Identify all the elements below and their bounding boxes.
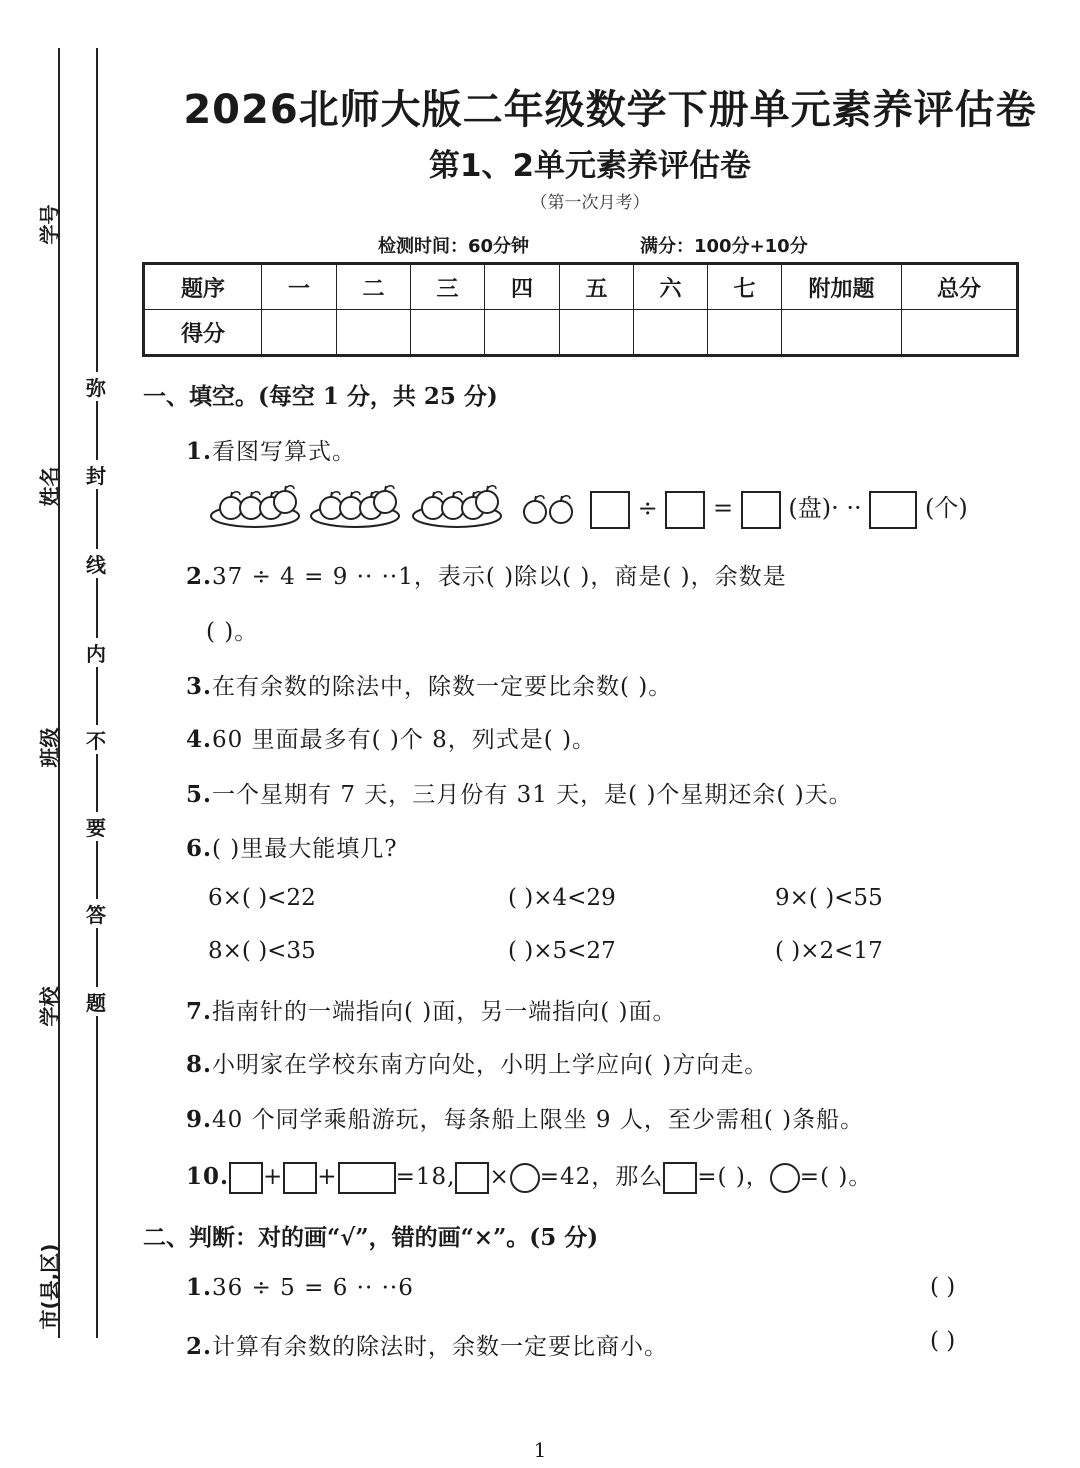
score-cell[interactable] [634,310,708,356]
unit-plate: (盘)· [788,494,839,522]
question-text: 小明家在学校东南方向处，小明上学应向( )方向走。 [212,1052,769,1078]
question-number: 2. [186,1333,213,1360]
seal-char: 内 [84,638,108,667]
score-row-label: 得分 [144,310,262,356]
inequality-item: 6×( )<22 [208,885,316,911]
score-header-cell: 四 [485,264,560,310]
seal-char: 线 [84,549,108,578]
score-header-cell: 一 [262,264,337,310]
score-cell[interactable] [485,310,560,356]
side-label-class: 班级 [37,727,62,768]
loose-apples-icon [524,496,572,523]
question-number: 5. [186,781,213,808]
question-number: 10. [186,1163,230,1190]
inequality-item: ( )×2<17 [775,938,883,964]
section-1-heading: 一、填空。(每空 1 分，共 25 分) [143,383,498,410]
plus-sign: + [263,1164,284,1190]
question-text: 在有余数的除法中，除数一定要比余数( )。 [212,674,673,700]
question-1-2 [186,558,787,591]
question-number: 3. [186,673,213,700]
seal-char: 答 [84,899,108,928]
question-1-5 [186,776,853,809]
judgment-answer-paren[interactable]: ( ) [930,1274,956,1300]
question-text: 60 里面最多有( )个 8，列式是( )。 [212,727,597,753]
equation-text: =42，那么 [539,1164,664,1190]
question-number: 8. [186,1051,213,1078]
score-header-cell: 七 [708,264,782,310]
question-text: 一个星期有 7 天，三月份有 31 天，是( )个星期还余( )天。 [212,782,853,808]
question-1-1 [186,433,356,466]
question-1-1-equation [590,488,968,529]
plate-icon [211,486,299,527]
inequality-item: ( )×5<27 [508,938,616,964]
score-cell[interactable] [337,310,411,356]
score-header-cell: 三 [411,264,485,310]
question-number: 2. [186,563,213,590]
side-label-student-id: 学号 [37,204,62,245]
equals-sign: = [713,494,734,522]
exam-note: （第一次月考） [530,193,650,213]
question-1-2-continued: ( )。 [206,619,259,645]
score-header-cell: 总分 [902,264,1018,310]
question-number: 9. [186,1106,213,1133]
equation-text: =18, [395,1164,456,1190]
judgment-answer-paren[interactable]: ( ) [930,1328,956,1354]
question-text: 40 个同学乘船游玩，每条船上限坐 9 人，至少需租( )条船。 [212,1107,865,1133]
question-number: 1. [186,1274,213,1301]
inequality-item: 9×( )<55 [775,885,883,911]
section-2-heading: 二、判断：对的画“√”，错的画“×”。(5 分) [143,1224,599,1251]
score-cell[interactable] [262,310,337,356]
square-box[interactable] [455,1162,489,1194]
square-box[interactable] [229,1162,263,1194]
question-1-9 [186,1101,864,1134]
page-subtitle: 第1、2单元素养评估卷 [428,148,752,184]
square-box[interactable] [283,1162,317,1194]
question-number: 4. [186,726,213,753]
divide-sign: ÷ [637,494,658,522]
inequality-item: 8×( )<35 [208,938,316,964]
square-box[interactable] [338,1162,396,1194]
page-title: 2026北师大版二年级数学下册单元素养评估卷 [183,87,1037,133]
question-1-10 [186,1158,872,1194]
seal-char: 不 [84,725,108,754]
inequality-item: ( )×4<29 [508,885,616,911]
question-number: 7. [186,998,213,1025]
question-1-8 [186,1046,768,1079]
score-header-cell: 附加题 [782,264,902,310]
equation-text: =( )。 [799,1164,873,1190]
side-label-school: 学校 [37,986,62,1027]
page-number: 1 [533,1438,547,1462]
plate-icon [413,486,501,527]
question-number: 6. [186,835,213,862]
question-2-2 [186,1328,668,1361]
question-1-7 [186,993,677,1026]
score-cell[interactable] [560,310,634,356]
score-table [142,262,1019,357]
question-2-1 [186,1274,414,1301]
score-cell[interactable] [411,310,485,356]
apple-plates-illustration [205,482,590,532]
score-header-cell: 二 [337,264,411,310]
equation-text: =( )， [697,1164,770,1190]
plus-sign: + [317,1164,338,1190]
score-header-cell: 六 [634,264,708,310]
side-label-name: 姓名 [37,466,62,507]
score-cell[interactable] [782,310,902,356]
unit-item: (个) [924,494,968,522]
circle-symbol[interactable] [510,1163,540,1193]
seal-char: 弥 [84,372,108,401]
exam-time: 检测时间：60分钟 [378,236,530,257]
square-box[interactable] [663,1162,697,1194]
seal-char: 要 [84,812,108,841]
exam-full-score: 满分：100分+10分 [640,236,808,257]
score-header-cell: 五 [560,264,634,310]
score-cell[interactable] [902,310,1018,356]
answer-box[interactable] [869,491,917,529]
question-text: ( )里最大能填几? [212,836,398,862]
seal-char: 题 [84,987,108,1016]
answer-box[interactable] [665,491,705,529]
answer-box[interactable] [590,491,630,529]
answer-box[interactable] [741,491,781,529]
circle-symbol[interactable] [770,1163,800,1193]
side-label-city: 市(县,区) [37,1243,62,1330]
plate-icon [311,486,399,527]
score-table-row [144,310,1018,356]
binding-line-inner [96,48,98,1338]
remainder-dots: ·· [846,494,862,522]
score-table-header [144,264,1018,310]
question-text: 看图写算式。 [212,439,357,465]
question-1-3 [186,668,672,701]
times-sign: × [489,1164,510,1190]
question-1-4 [186,721,596,754]
score-header-cell: 题序 [144,264,262,310]
score-cell[interactable] [708,310,782,356]
question-1-6 [186,830,398,863]
question-text: 37 ÷ 4 = 9 ·· ··1，表示( )除以( )，商是( )，余数是 [212,564,787,590]
question-text: 指南针的一端指向( )面，另一端指向( )面。 [212,999,677,1025]
question-number: 1. [186,438,213,465]
seal-char: 封 [84,460,108,489]
question-text: 计算有余数的除法时，余数一定要比商小。 [212,1334,669,1360]
question-text: 36 ÷ 5 = 6 ·· ··6 [212,1275,414,1301]
